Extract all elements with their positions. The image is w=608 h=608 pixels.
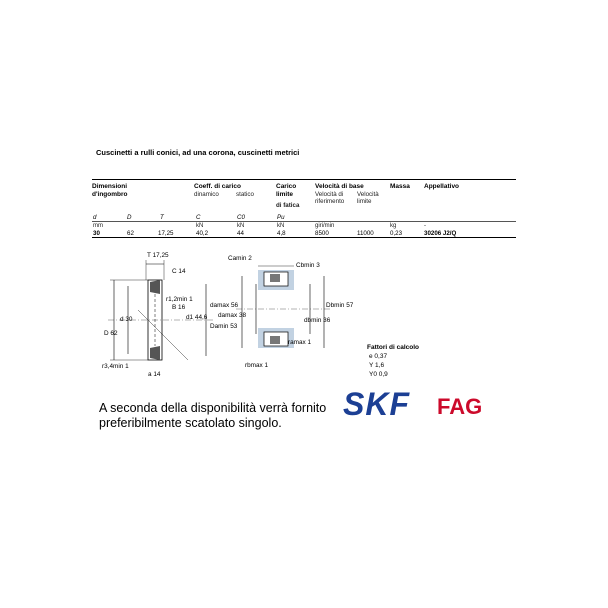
value-Pu: 4,8 [277,230,286,237]
value-vel-lim: 11000 [357,230,374,237]
header-coeff-statico: statico [236,191,254,198]
value-appellativo: 30206 J2/Q [424,230,457,237]
label-d1: d1 44,6 [186,314,208,321]
unit-dash: - [424,223,426,229]
label-a: a 14 [148,371,161,378]
label-T: T 17,25 [147,252,169,259]
fag-logo-text: FAG [437,394,483,419]
calculation-factors [367,343,419,379]
factor-y: Y 1,6 [369,362,385,369]
value-T: 17,25 [158,230,174,237]
table-bottom-rule [92,237,516,238]
header-vel-lim: Velocità limite [357,191,379,205]
label-da-min: Damin 53 [210,323,238,330]
factors-title: Fattori di calcolo [367,344,420,351]
value-C: 40,2 [196,230,209,237]
label-C: C 14 [172,268,186,275]
label-db-min-36: dbmin 36 [304,317,331,324]
symbol-d: d [93,214,97,221]
label-cb: Cbmin 3 [296,262,320,269]
header-coeff-dinamico: dinamico [194,191,219,198]
header-carico: Carico limite [276,183,297,198]
fag-logo [437,395,497,419]
skf-logo [343,388,433,420]
symbol-D: D [127,214,132,221]
header-appellativo: Appellativo [424,183,460,190]
factor-y0: Y0 0,9 [369,371,388,378]
page-title: Cuscinetti a rulli conici, ad una corona, cuscinetti metrici [96,148,300,157]
label-da-max-56: damax 56 [210,302,239,309]
value-vel-rif: 8500 [315,230,329,237]
value-D: 62 [127,230,134,237]
value-d: 30 [93,230,100,237]
table-header-rule [92,221,516,222]
label-d: d 30 [120,316,133,323]
header-coeff: Coeff. di carico [194,183,241,190]
symbol-C: C [196,214,201,221]
factor-e: e 0,37 [369,353,388,360]
table-top-rule [92,179,516,180]
label-ra-max: ramax 1 [288,339,312,346]
unit-mm: mm [93,223,103,229]
value-massa: 0,23 [390,230,403,237]
label-r12: r1,2min 1 [166,296,193,303]
label-ca: Camin 2 [228,255,252,262]
header-dimensioni: Dimensioni d'ingombro [92,183,128,198]
label-rb-max: rbmax 1 [245,362,269,369]
symbol-C0: C0 [237,214,245,221]
label-da-max-38: damax 38 [218,312,247,319]
unit-kn-c0: kN [237,223,245,229]
header-carico-fatica: di fatica [276,202,300,209]
unit-giri: giri/min [315,223,335,229]
availability-note: A seconda della disponibilità verrà fornito preferibilmente scatolato singolo. [99,401,327,430]
label-D: D 62 [104,330,118,337]
unit-kn-c: kN [196,223,204,229]
label-B: B 16 [172,304,186,311]
header-vel-rif: Velocità di riferimento [315,191,345,205]
header-massa: Massa [390,183,410,190]
unit-kn-pu: kN [277,223,285,229]
skf-logo-text: SKF [343,386,410,422]
header-velocita: Velocità di base [315,183,364,190]
label-db-min-57: Dbmin 57 [326,302,354,309]
symbol-Pu: Pu [277,214,285,221]
symbol-T: T [160,214,164,221]
value-C0: 44 [237,230,244,237]
label-r34: r3,4min 1 [102,363,129,370]
unit-kg: kg [390,223,397,229]
